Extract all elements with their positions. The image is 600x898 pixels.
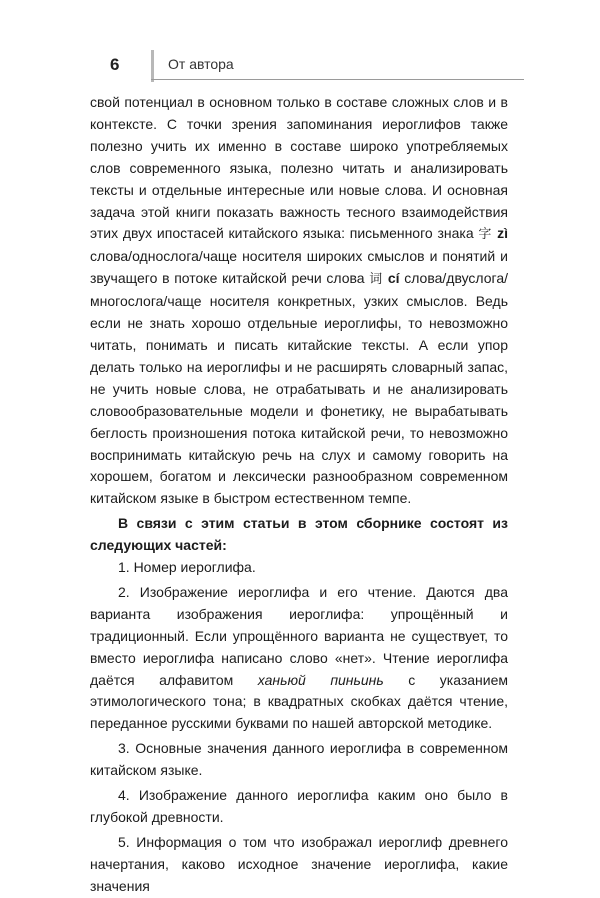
list-item: 5. Информация о том что изображал иероглиф древнего начертания, каково исходное значение иероглифа, какие значения <box>90 833 508 894</box>
parts-heading: В связи с этим статьи в этом сборнике состоят из следующих частей: <box>90 515 508 554</box>
paragraph-text: свой потенциал в основном только в составе сложных слов и в контексте. С точки зрения запоминания иероглифов также полезно учить их именно в составе широко употребляемых слов современного языка, полезно читать и анализировать тексты и отдельные интересные или новые слова. И основная задача этой книги показать важность тесного взаимодействия этих двух ипостасей китайского языка: письменного знака <box>90 94 508 242</box>
list-item: 3. Основные значения данного иероглифа в современном китайском языке. <box>90 740 508 779</box>
header-divider-bar <box>151 50 154 82</box>
pinyin-zi: zì <box>497 225 509 242</box>
list-item-text: 2. Изображение иероглифа и его чтение. Даются два варианта изображения иероглифа: упрощённый и традиционный. Если упрощённого варианта не существует, то вместо иероглифа написано слово «нет». Чтение иероглифа даётся алфавитом <box>90 583 508 688</box>
hanzi-zi: 字 <box>478 227 493 243</box>
list-item: 4. Изображение данного иероглифа каким оно было в глубокой древности. <box>90 787 508 825</box>
pinyin-ci: cí <box>387 270 400 287</box>
header-rule <box>151 79 524 80</box>
italic-term: ханьюй пиньинь <box>257 671 384 688</box>
list-item: 1. Номер иероглифа. <box>118 559 256 576</box>
hanzi-ci: 词 <box>369 272 384 288</box>
running-title: От автора <box>168 56 234 72</box>
page-number: 6 <box>110 55 120 74</box>
page-body <box>90 92 508 898</box>
paragraph-text: слова/однослога/чаще носителя широких смыслов и понятий и звучащего в потоке китайской речи слова <box>90 248 508 287</box>
paragraph-intro <box>90 92 508 510</box>
list-item-text: с указанием этимологического тона; в квадратных скобках даётся чтение, переданное русскими буквами по нашей авторской методике. <box>90 671 508 732</box>
list-item <box>90 582 508 735</box>
paragraph-text: слова/двуслога/многослога/чаще носителя конкретных, узких смыслов. Ведь если не знать хорошо отдельные иероглифы, то невозможно читать, понимать и писать китайские тексты. А если упор делать только на иероглифы и не расширять словарный запас, не учить новые слова, не отрабатывать и не анализировать словообразовательные модели и фонетику, не вырабатывать беглость произношения потока китайской речи, то невозможно воспринимать китайскую речь на слух и самому говорить на хорошем, богатом и лексически разнообразном современном китайском языке в быстром естественном темпе. <box>90 270 508 507</box>
page-header <box>88 40 524 80</box>
